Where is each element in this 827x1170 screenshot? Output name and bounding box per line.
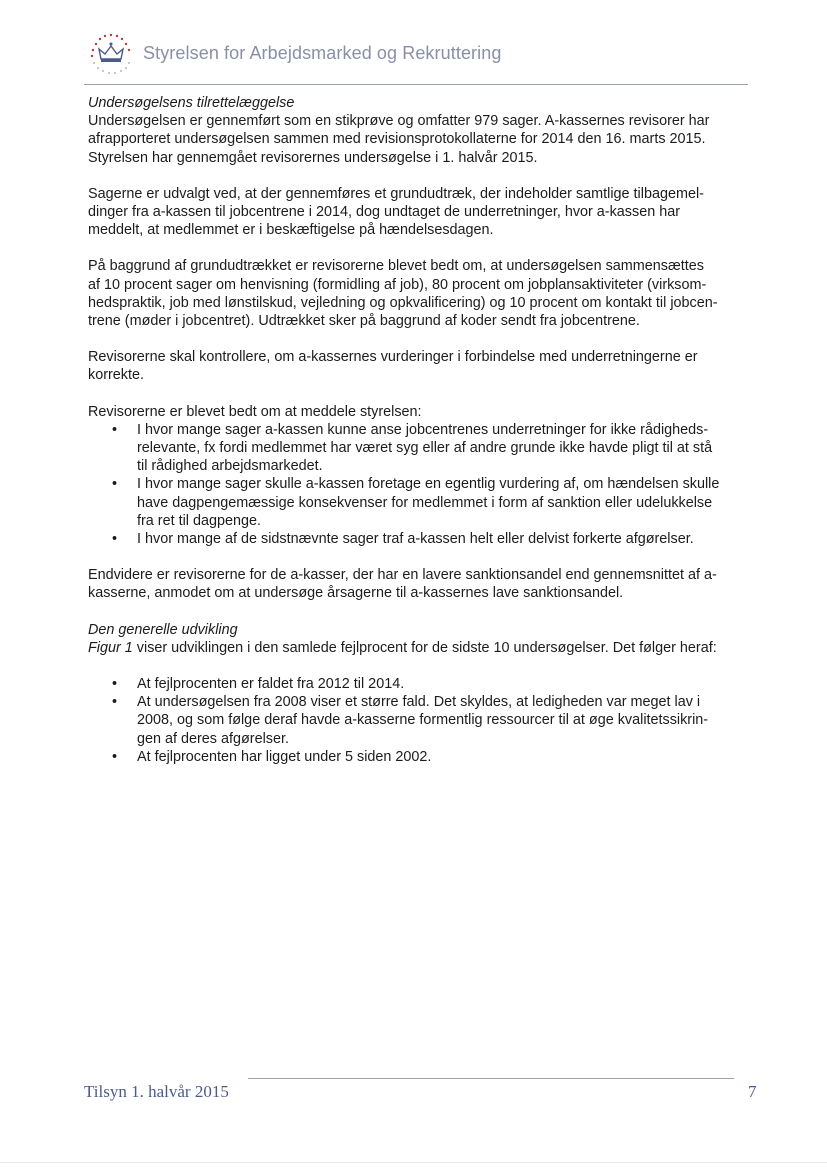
paragraph-7 [88, 639, 754, 657]
list-item [88, 475, 754, 530]
agency-name: Styrelsen for Arbejdsmarked og Rekruttering [143, 43, 502, 63]
text-line: I hvor mange sager skulle a-kassen foretage en egentlig vurdering af, om hændelsen skulle [137, 476, 720, 493]
bullet-icon: • [112, 421, 118, 438]
text-line: af 10 procent sager om henvisning (formidling af job), 80 procent om jobplansaktiviteter (virksom- [88, 276, 707, 293]
bullet-list-2 [88, 675, 754, 766]
section-heading: Den generelle udvikling [88, 621, 238, 638]
text-line: korrekte. [88, 367, 144, 384]
text-line: hedspraktik, job med lønstilskud, vejledning og opkvalificering) og 10 procent om kontakt til jobcen- [88, 294, 718, 311]
paragraph-3 [88, 257, 754, 330]
paragraph-6 [88, 566, 754, 602]
bullet-icon: • [112, 531, 118, 548]
bullet-list-1 [88, 421, 754, 548]
text-line: 2008, og som følge deraf havde a-kasserne formentlig ressourcer til at øge kvalitetssikrin- [137, 712, 709, 729]
text-line: til rådighed arbejdsmarkedet. [137, 458, 323, 475]
text-line: At fejlprocenten er faldet fra 2012 til 2014. [137, 676, 405, 693]
footer-divider [248, 1078, 734, 1079]
text-line: At undersøgelsen fra 2008 viser et større fald. Det skyldes, at ledigheden var meget lav i [137, 694, 701, 711]
paragraph-2 [88, 185, 754, 240]
text-line: I hvor mange af de sidstnævnte sager traf a-kassen helt eller delvist forkerte afgørelser. [137, 531, 694, 548]
paragraph-4 [88, 348, 754, 384]
text-line: kasserne, anmodet om at undersøge årsagerne til a-kassernes lave sanktionsandel. [88, 585, 624, 602]
page-content [88, 94, 754, 766]
text-line: viser udviklingen i den samlede fejlprocent for de sidste 10 undersøgelser. Det følger heraf: [132, 639, 717, 656]
list-item [88, 693, 754, 748]
text-line: trene (møder i jobcentret). Udtrækket sker på baggrund af koder sendt fra jobcentrene. [88, 313, 640, 330]
bullet-icon: • [112, 748, 118, 765]
text-line: fra ret til dagpenge. [137, 512, 261, 529]
scan-edge [0, 1162, 827, 1163]
footer-title: Tilsyn 1. halvår 2015 [84, 1082, 229, 1101]
section-heading: Undersøgelsens tilrettelæggelse [88, 95, 295, 111]
text-line: Revisorerne skal kontrollere, om a-kassernes vurderinger i forbindelse med underretningerne er [88, 349, 698, 366]
text-line: At fejlprocenten har ligget under 5 siden 2002. [137, 748, 432, 765]
text-line: Styrelsen har gennemgået revisorernes undersøgelse i 1. halvår 2015. [88, 149, 538, 166]
list-item [88, 530, 754, 548]
text-line: meddelt, at medlemmet er i beskæftigelse på hændelsesdagen. [88, 222, 494, 239]
text-line: relevante, fx fordi medlemmet har været syg eller af andre grunde ikke havde pligt til at stå [137, 440, 713, 457]
text-line: afrapporteret undersøgelsen sammen med revisionsprotokollaterne for 2014 den 16. marts 2015. [88, 131, 706, 148]
text-line: I hvor mange sager a-kassen kunne anse jobcentrenes underretninger for ikke rådigheds- [137, 421, 709, 438]
text-line: På baggrund af grundudtrækket er revisorerne blevet bedt om, at undersøgelsen sammensættes [88, 258, 704, 275]
figure-reference: Figur 1 [88, 639, 133, 656]
list-item [88, 421, 754, 476]
paragraph-1 [88, 112, 754, 167]
text-line: Endvidere er revisorerne for de a-kasser, der har en lavere sanktionsandel end gennemsnittet af a- [88, 567, 717, 584]
text-line: dinger fra a-kassen til jobcentrene i 2014, dog undtaget de underretninger, hvor a-kassen har [88, 204, 680, 221]
page-number: 7 [748, 1082, 757, 1101]
list-item [88, 675, 754, 693]
list-item [88, 748, 754, 766]
bullet-icon: • [112, 694, 118, 711]
crown-seal-icon [84, 26, 140, 80]
bullet-icon: • [112, 676, 118, 693]
header-divider [84, 84, 748, 85]
text-line: gen af deres afgørelser. [137, 730, 289, 747]
paragraph-5-intro: Revisorerne er blevet bedt om at meddele styrelsen: [88, 403, 422, 420]
text-line: Sagerne er udvalgt ved, at der gennemføres et grundudtræk, der indeholder samtlige tilbagemel- [88, 185, 704, 202]
text-line: have dagpengemæssige konsekvenser for medlemmet i form af sanktion eller udelukkelse [137, 494, 713, 511]
bullet-icon: • [112, 476, 118, 493]
page-header [84, 26, 748, 88]
text-line: Undersøgelsen er gennemført som en stikprøve og omfatter 979 sager. A-kassernes revisorer har [88, 113, 710, 130]
